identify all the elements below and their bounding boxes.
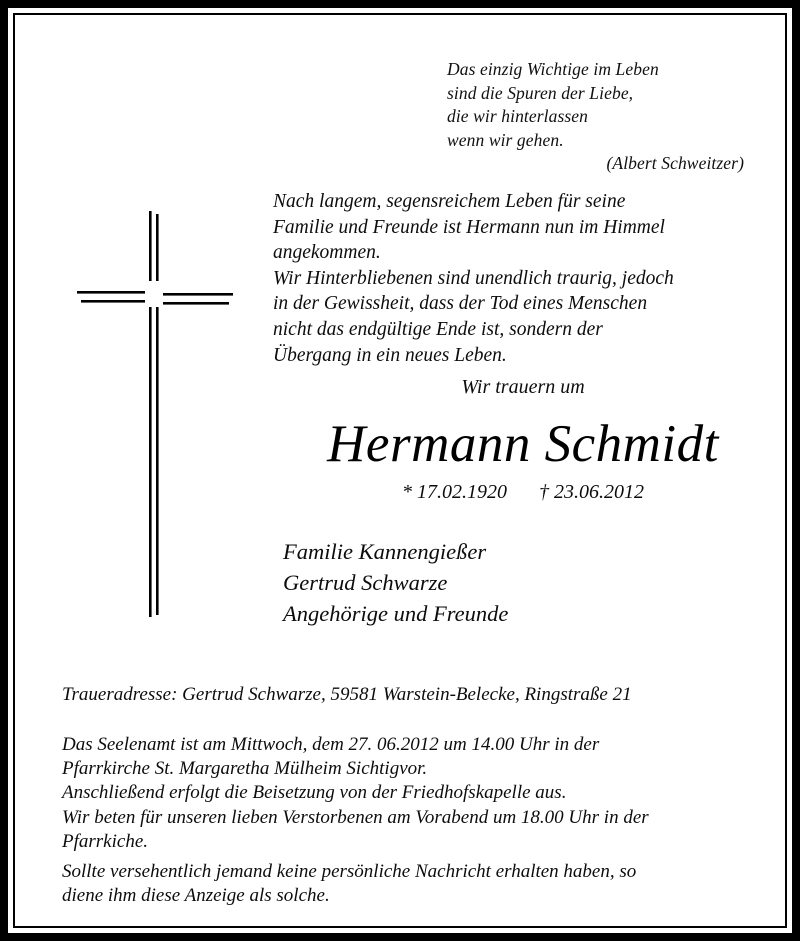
quote-line: sind die Spuren der Liebe, [447,82,634,103]
body-line: Familie und Freunde ist Hermann nun im Himmel [273,216,665,238]
service-line: Anschließend erfolgt die Beisetzung von der Friedhofskapelle aus. [62,782,567,804]
service-line: Pfarrkiche. [62,830,149,852]
quote-attribution: (Albert Schweitzer) [606,153,744,173]
body-line: Wir Hinterbliebenen sind unendlich traurig, jedoch [273,267,674,289]
notice-sheet [15,15,785,926]
service-line: Pfarrkirche St. Margaretha Mülheim Sichtigvor. [62,758,428,780]
survivor-line: Gertrud Schwarze [283,570,448,595]
birth-symbol-icon: * [402,481,412,503]
survivors-list [283,536,743,629]
condolence-address: Traueradresse: Gertrud Schwarze, 59581 Warstein-Belecke, Ringstraße 21 [62,684,632,705]
survivor-line: Familie Kannengießer [283,539,487,564]
outer-frame-gutter [8,8,792,933]
service-line: Wir beten für unseren lieben Verstorbenen am Vorabend um 18.00 Uhr in der [62,806,649,828]
body-line: Übergang in ein neues Leben. [273,344,507,366]
mourning-label: Wir trauern um [461,376,585,398]
cross-svg [63,207,253,619]
survivor-line: Angehörige und Freunde [283,601,509,626]
life-dates [273,481,773,504]
funeral-service-details [62,733,774,854]
closing-line: Sollte versehentlich jemand keine persönliche Nachricht erhalten haben, so [62,861,637,882]
body-line: nicht das endgültige Ende ist, sondern der [273,318,603,340]
quote-line: Das einzig Wichtige im Leben [447,59,659,79]
quote-line: wenn wir gehen. [447,129,564,150]
closing-notice [62,860,774,908]
christian-cross-icon [63,207,253,619]
death-symbol-icon: † [539,481,549,503]
deceased-name: Hermann Schmidt [327,415,719,473]
body-line: angekommen. [273,242,381,264]
memorial-body-text [273,189,773,368]
inner-frame-rule [13,13,787,928]
birth-date: 17.02.1920 [417,481,507,503]
death-date: 23.06.2012 [554,481,644,503]
epigraph-quote [447,58,747,176]
quote-line: die wir hinterlassen [447,106,589,126]
body-line: in der Gewissheit, dass der Tod eines Menschen [273,293,648,315]
closing-line: diene ihm diese Anzeige als solche. [62,885,330,907]
body-line: Nach langem, segensreichem Leben für seine [273,191,626,212]
service-line: Das Seelenamt ist am Mittwoch, dem 27. 06.2012 um 14.00 Uhr in der [62,734,600,755]
